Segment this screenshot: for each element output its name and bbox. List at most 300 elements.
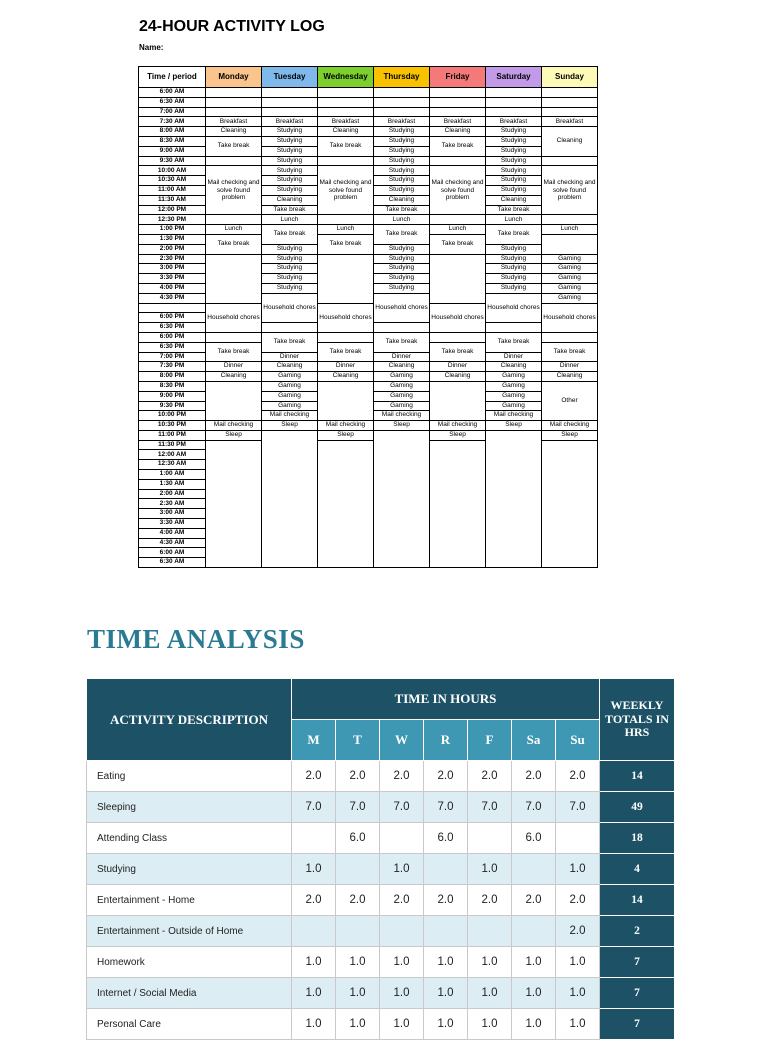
activity-row (87, 978, 675, 1009)
hours-cell: 7.0 (468, 792, 512, 823)
activity-cell: Cleaning (542, 127, 598, 156)
day-abbrev-header: M (292, 720, 336, 761)
hours-cell: 6.0 (512, 823, 556, 854)
activity-cell: Dinner (262, 352, 318, 362)
activity-cell: Lunch (486, 215, 542, 225)
log-row (139, 156, 598, 166)
activity-cell (486, 323, 542, 333)
activity-cell: Studying (486, 146, 542, 156)
activity-cell: Gaming (542, 293, 598, 303)
hours-cell: 1.0 (468, 1009, 512, 1040)
hours-cell: 7.0 (292, 792, 336, 823)
activity-cell: Mail checking (318, 421, 374, 431)
activity-cell: Take break (206, 234, 262, 254)
activity-description-header: ACTIVITY DESCRIPTION (87, 679, 292, 761)
day-abbrev-header: R (424, 720, 468, 761)
time-slot-label: 1:00 PM (139, 225, 206, 235)
activity-cell: Gaming (542, 264, 598, 274)
time-slot-label: 8:30 PM (139, 381, 206, 391)
activity-name: Entertainment - Home (87, 885, 292, 916)
hours-cell: 1.0 (292, 947, 336, 978)
activity-cell (374, 97, 430, 107)
hours-cell: 2.0 (512, 761, 556, 792)
activity-cell: Sleep (206, 430, 262, 440)
activity-cell: Studying (374, 136, 430, 146)
activity-cell: Studying (262, 166, 318, 176)
activity-cell: Gaming (486, 381, 542, 391)
activity-cell: Cleaning (430, 127, 486, 137)
time-analysis-header-row (87, 679, 675, 720)
activity-cell: Sleep (430, 430, 486, 440)
activity-cell: Take break (318, 234, 374, 254)
activity-cell: Household chores (486, 293, 542, 322)
activity-cell (542, 215, 598, 225)
activity-cell (486, 88, 542, 98)
activity-cell (262, 430, 318, 567)
hours-cell (292, 916, 336, 947)
activity-cell: Mail checking (262, 411, 318, 421)
weekly-total-cell: 7 (600, 947, 675, 978)
activity-cell: Studying (374, 274, 430, 284)
activity-cell: Sleep (374, 421, 430, 431)
log-row (139, 215, 598, 225)
activity-cell: Studying (374, 176, 430, 186)
activity-name: Eating (87, 761, 292, 792)
activity-cell: Sleep (262, 421, 318, 431)
hours-cell: 2.0 (512, 885, 556, 916)
activity-cell: Breakfast (486, 117, 542, 127)
day-header: Friday (430, 67, 486, 88)
activity-cell: Studying (262, 127, 318, 137)
activity-row (87, 947, 675, 978)
activity-cell: Household chores (430, 303, 486, 332)
activity-cell (206, 88, 262, 98)
hours-cell: 1.0 (512, 947, 556, 978)
log-row (139, 362, 598, 372)
activity-cell: Cleaning (206, 372, 262, 382)
time-slot-label: 1:30 AM (139, 479, 206, 489)
time-slot-label: 11:00 PM (139, 430, 206, 440)
activity-cell: Studying (262, 254, 318, 264)
hours-cell (512, 854, 556, 885)
activity-cell: Studying (486, 185, 542, 195)
activity-cell: Take break (486, 205, 542, 215)
activity-cell: Sleep (542, 430, 598, 440)
activity-cell: Studying (374, 156, 430, 166)
activity-cell: Take break (206, 136, 262, 156)
weekly-total-cell: 18 (600, 823, 675, 854)
activity-cell (374, 88, 430, 98)
activity-cell: Sleep (486, 421, 542, 431)
activity-cell (430, 215, 486, 225)
day-header: Saturday (486, 67, 542, 88)
activity-cell: Lunch (430, 225, 486, 235)
time-in-hours-header: TIME IN HOURS (292, 679, 600, 720)
activity-name: Attending Class (87, 823, 292, 854)
activity-cell: Cleaning (542, 372, 598, 382)
activity-cell: Take break (430, 136, 486, 156)
hours-cell: 2.0 (336, 885, 380, 916)
activity-cell: Mail checking and solve found problem (206, 166, 262, 215)
time-analysis-title: TIME ANALYSIS (87, 624, 305, 654)
weekly-total-cell: 14 (600, 885, 675, 916)
hours-cell: 2.0 (556, 885, 600, 916)
hours-cell: 1.0 (336, 978, 380, 1009)
hours-cell: 2.0 (380, 761, 424, 792)
activity-cell (206, 215, 262, 225)
activity-cell: Studying (486, 274, 542, 284)
hours-cell: 1.0 (424, 947, 468, 978)
hours-cell: 2.0 (556, 761, 600, 792)
activity-cell: Mail checking and solve found problem (318, 166, 374, 215)
weekly-total-cell: 7 (600, 1009, 675, 1040)
time-slot-label (139, 303, 206, 313)
activity-cell (486, 430, 542, 567)
log-row (139, 254, 598, 264)
activity-cell: Gaming (262, 381, 318, 391)
hours-cell: 1.0 (380, 854, 424, 885)
log-row (139, 136, 598, 146)
log-row (139, 117, 598, 127)
activity-cell (486, 107, 542, 117)
activity-cell: Dinner (374, 352, 430, 362)
activity-row (87, 792, 675, 823)
time-slot-label: 10:00 PM (139, 411, 206, 421)
day-header: Monday (206, 67, 262, 88)
hours-cell: 1.0 (556, 947, 600, 978)
activity-cell: Studying (262, 136, 318, 146)
activity-cell: Studying (262, 146, 318, 156)
activity-cell: Take break (374, 205, 430, 215)
time-slot-label: 8:00 PM (139, 372, 206, 382)
time-slot-label: 8:30 AM (139, 136, 206, 146)
activity-cell: Household chores (318, 303, 374, 332)
activity-cell (430, 156, 486, 166)
activity-cell: Breakfast (374, 117, 430, 127)
activity-cell: Studying (486, 156, 542, 166)
activity-cell: Lunch (206, 225, 262, 235)
activity-name: Internet / Social Media (87, 978, 292, 1009)
activity-cell: Lunch (374, 215, 430, 225)
activity-cell: Gaming (542, 254, 598, 264)
time-slot-label: 10:30 AM (139, 176, 206, 186)
log-row (139, 166, 598, 176)
hours-cell (468, 823, 512, 854)
time-slot-label: 11:30 PM (139, 440, 206, 450)
activity-cell: Take break (262, 225, 318, 245)
activity-cell (430, 88, 486, 98)
activity-cell: Studying (262, 244, 318, 254)
activity-name: Personal Care (87, 1009, 292, 1040)
activity-cell: Sleep (318, 430, 374, 440)
activity-cell: Gaming (262, 391, 318, 401)
activity-cell: Cleaning (318, 127, 374, 137)
hours-cell: 1.0 (336, 947, 380, 978)
activity-cell: Studying (486, 244, 542, 254)
activity-cell (206, 440, 262, 567)
activity-cell: Cleaning (262, 362, 318, 372)
hours-cell: 2.0 (468, 885, 512, 916)
activity-cell: Take break (486, 332, 542, 352)
time-slot-label: 9:30 PM (139, 401, 206, 411)
hours-cell: 1.0 (468, 854, 512, 885)
time-slot-label: 12:00 AM (139, 450, 206, 460)
activity-cell: Breakfast (262, 117, 318, 127)
log-row (139, 421, 598, 431)
activity-cell: Dinner (206, 362, 262, 372)
activity-cell: Cleaning (430, 372, 486, 382)
activity-cell: Breakfast (206, 117, 262, 127)
day-header: Wednesday (318, 67, 374, 88)
activity-cell: Take break (262, 332, 318, 352)
activity-cell: Breakfast (430, 117, 486, 127)
log-row (139, 225, 598, 235)
hours-cell (556, 823, 600, 854)
hours-cell: 1.0 (292, 978, 336, 1009)
activity-cell: Studying (486, 136, 542, 146)
activity-cell: Gaming (374, 372, 430, 382)
activity-cell: Studying (486, 283, 542, 293)
hours-cell: 7.0 (556, 792, 600, 823)
activity-cell (262, 88, 318, 98)
hours-cell (336, 854, 380, 885)
activity-cell (318, 254, 374, 303)
time-slot-label: 7:00 PM (139, 352, 206, 362)
activity-name: Studying (87, 854, 292, 885)
hours-cell (292, 823, 336, 854)
activity-row (87, 916, 675, 947)
time-slot-label: 4:30 PM (139, 293, 206, 303)
activity-cell (262, 107, 318, 117)
time-period-header: Time / period (139, 67, 206, 88)
hours-cell: 2.0 (424, 761, 468, 792)
activity-cell: Cleaning (486, 362, 542, 372)
time-slot-label: 6:30 AM (139, 97, 206, 107)
time-slot-label: 6:00 PM (139, 332, 206, 342)
activity-cell (542, 156, 598, 166)
activity-cell: Lunch (318, 225, 374, 235)
activity-cell: Gaming (542, 283, 598, 293)
activity-cell: Dinner (318, 362, 374, 372)
hours-cell: 1.0 (380, 978, 424, 1009)
activity-cell: Lunch (542, 225, 598, 235)
activity-cell: Dinner (430, 362, 486, 372)
activity-cell: Household chores (374, 293, 430, 322)
activity-cell: Studying (262, 274, 318, 284)
activity-cell (430, 440, 486, 567)
hours-cell: 2.0 (336, 761, 380, 792)
activity-cell: Gaming (486, 391, 542, 401)
activity-cell: Take break (430, 342, 486, 362)
activity-cell: Mail checking and solve found problem (430, 166, 486, 215)
activity-cell: Mail checking (542, 421, 598, 431)
activity-cell: Studying (486, 254, 542, 264)
activity-row (87, 854, 675, 885)
hours-cell: 1.0 (512, 1009, 556, 1040)
time-slot-label: 1:00 AM (139, 470, 206, 480)
hours-cell: 1.0 (556, 1009, 600, 1040)
time-slot-label: 4:00 PM (139, 283, 206, 293)
activity-cell: Gaming (262, 372, 318, 382)
activity-cell: Take break (542, 342, 598, 362)
activity-cell: Mail checking (374, 411, 430, 421)
hours-cell: 1.0 (556, 978, 600, 1009)
time-slot-label: 6:00 AM (139, 88, 206, 98)
time-slot-label: 6:00 PM (139, 313, 206, 323)
time-slot-label: 3:30 PM (139, 274, 206, 284)
hours-cell: 1.0 (424, 978, 468, 1009)
time-slot-label: 6:30 AM (139, 558, 206, 568)
activity-cell (430, 107, 486, 117)
activity-cell (374, 430, 430, 567)
activity-row (87, 761, 675, 792)
activity-cell (430, 97, 486, 107)
activity-cell: Studying (262, 176, 318, 186)
activity-cell: Household chores (206, 303, 262, 332)
activity-cell (318, 332, 374, 342)
day-header: Tuesday (262, 67, 318, 88)
time-slot-label: 1:30 PM (139, 234, 206, 244)
time-slot-label: 9:00 PM (139, 391, 206, 401)
hours-cell: 2.0 (292, 761, 336, 792)
hours-cell (512, 916, 556, 947)
day-abbrev-header: T (336, 720, 380, 761)
activity-cell: Studying (374, 166, 430, 176)
activity-cell: Mail checking (206, 421, 262, 431)
hours-cell: 1.0 (380, 1009, 424, 1040)
hours-cell: 2.0 (556, 916, 600, 947)
activity-cell: Household chores (262, 293, 318, 322)
activity-cell (318, 88, 374, 98)
activity-cell: Studying (486, 127, 542, 137)
activity-cell: Other (542, 381, 598, 420)
activity-cell (206, 381, 262, 420)
activity-cell: Take break (318, 136, 374, 156)
log-row (139, 381, 598, 391)
activity-cell: Take break (486, 225, 542, 245)
log-row (139, 107, 598, 117)
activity-cell: Dinner (542, 362, 598, 372)
weekly-total-cell: 7 (600, 978, 675, 1009)
activity-cell: Mail checking and solve found problem (542, 166, 598, 215)
log-row (139, 127, 598, 137)
activity-cell: Studying (374, 146, 430, 156)
time-slot-label: 2:30 PM (139, 254, 206, 264)
activity-cell: Studying (262, 156, 318, 166)
activity-name: Sleeping (87, 792, 292, 823)
activity-cell: Studying (374, 264, 430, 274)
activity-cell (542, 234, 598, 254)
time-slot-label: 10:30 PM (139, 421, 206, 431)
activity-cell: Studying (374, 254, 430, 264)
hours-cell: 2.0 (468, 761, 512, 792)
activity-cell: Take break (374, 332, 430, 352)
hours-cell (380, 916, 424, 947)
activity-cell: Take break (318, 342, 374, 362)
activity-cell (542, 97, 598, 107)
time-slot-label: 7:30 PM (139, 362, 206, 372)
hours-cell (336, 916, 380, 947)
activity-cell (318, 381, 374, 420)
weekly-totals-header: WEEKLY TOTALS IN HRS (600, 679, 675, 761)
time-slot-label: 2:00 AM (139, 489, 206, 499)
activity-cell (430, 332, 486, 342)
day-abbrev-header: Sa (512, 720, 556, 761)
hours-cell (424, 916, 468, 947)
day-abbrev-header: Su (556, 720, 600, 761)
hours-cell (380, 823, 424, 854)
activity-cell: Gaming (262, 401, 318, 411)
activity-cell: Gaming (374, 391, 430, 401)
activity-cell: Lunch (262, 215, 318, 225)
day-abbrev-header: W (380, 720, 424, 761)
activity-cell (542, 440, 598, 567)
time-slot-label: 9:00 AM (139, 146, 206, 156)
hours-cell: 1.0 (424, 1009, 468, 1040)
activity-cell: Take break (374, 225, 430, 245)
time-slot-label: 2:30 AM (139, 499, 206, 509)
activity-cell: Gaming (542, 274, 598, 284)
activity-cell: Studying (262, 185, 318, 195)
activity-row (87, 823, 675, 854)
activity-cell: Cleaning (374, 195, 430, 205)
activity-cell: Take break (206, 342, 262, 362)
hours-cell: 7.0 (512, 792, 556, 823)
activity-cell: Cleaning (262, 195, 318, 205)
activity-row (87, 885, 675, 916)
activity-cell: Take break (262, 205, 318, 215)
day-header: Thursday (374, 67, 430, 88)
hours-cell (424, 854, 468, 885)
time-analysis-table (86, 678, 675, 1040)
time-slot-label: 4:00 AM (139, 528, 206, 538)
hours-cell (468, 916, 512, 947)
activity-cell (486, 97, 542, 107)
activity-cell (318, 107, 374, 117)
hours-cell: 7.0 (336, 792, 380, 823)
activity-name: Homework (87, 947, 292, 978)
log-row (139, 372, 598, 382)
weekly-total-cell: 2 (600, 916, 675, 947)
activity-cell (374, 323, 430, 333)
activity-name: Entertainment - Outside of Home (87, 916, 292, 947)
activity-cell: Studying (374, 244, 430, 254)
hours-cell: 1.0 (336, 1009, 380, 1040)
activity-cell (262, 97, 318, 107)
time-slot-label: 10:00 AM (139, 166, 206, 176)
activity-cell: Breakfast (318, 117, 374, 127)
activity-log-header-row (139, 67, 598, 88)
activity-cell: Gaming (374, 381, 430, 391)
activity-cell: Gaming (486, 372, 542, 382)
activity-cell: Studying (486, 176, 542, 186)
activity-cell: Studying (262, 264, 318, 274)
activity-cell (206, 97, 262, 107)
time-slot-label: 6:00 AM (139, 548, 206, 558)
weekly-total-cell: 14 (600, 761, 675, 792)
activity-cell: Dinner (486, 352, 542, 362)
activity-cell (318, 215, 374, 225)
time-slot-label: 7:30 AM (139, 117, 206, 127)
hours-cell: 6.0 (336, 823, 380, 854)
activity-cell (206, 332, 262, 342)
log-row (139, 332, 598, 342)
activity-cell: Mail checking (486, 411, 542, 421)
time-slot-label: 9:30 AM (139, 156, 206, 166)
hours-cell: 2.0 (380, 885, 424, 916)
hours-cell: 7.0 (380, 792, 424, 823)
activity-cell (542, 88, 598, 98)
